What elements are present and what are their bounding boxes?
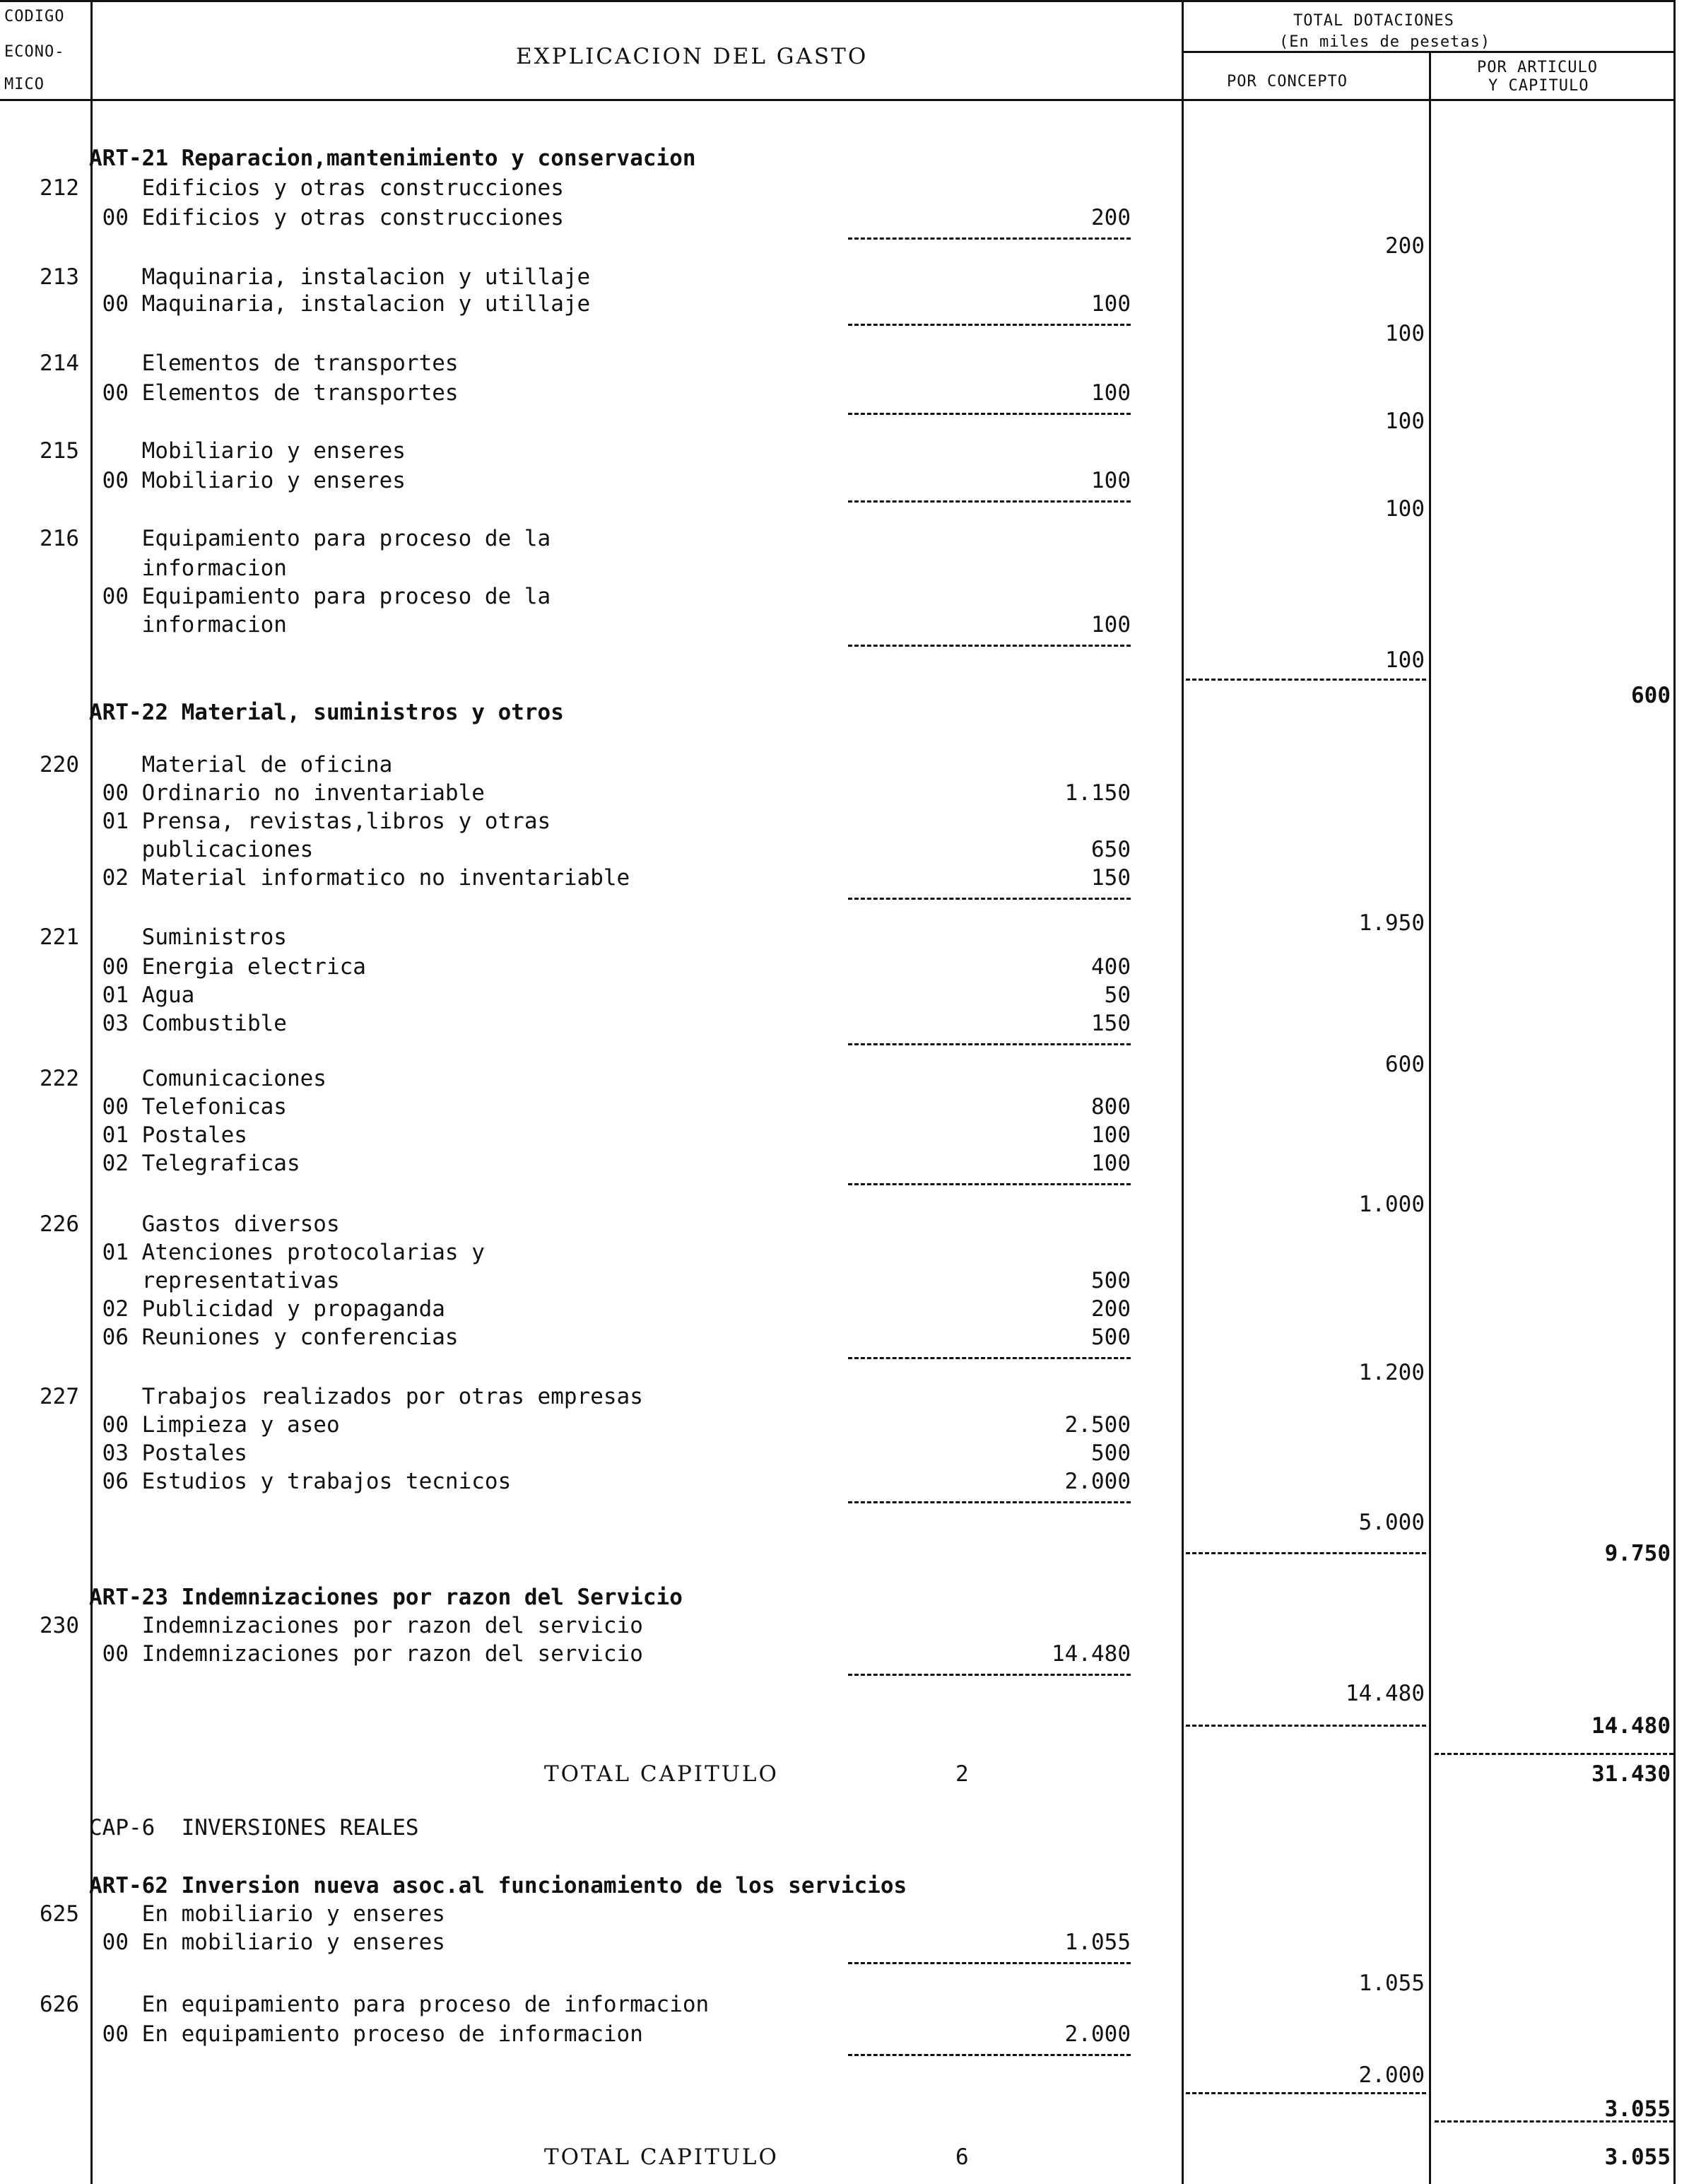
code-222: 222 xyxy=(40,1066,79,1091)
subtotal-dashes xyxy=(848,645,1131,647)
concept-description: Mobiliario y enseres xyxy=(89,438,406,464)
article-heading: ART-62 Inversion nueva asoc.al funcionamiento de los servicios xyxy=(89,1873,907,1898)
subconcept-amount: 14.480 xyxy=(1052,1641,1131,1667)
concept-description: Equipamiento para proceso de la xyxy=(89,526,551,551)
subconcept-amount: 400 xyxy=(1091,954,1131,980)
concept-description: 00 Maquinaria, instalacion y utillaje xyxy=(89,291,591,317)
code-221: 221 xyxy=(40,924,79,950)
concepto-column-rule xyxy=(1429,52,1431,2184)
subconcept-amount: 100 xyxy=(1091,1122,1131,1148)
code-column-rule xyxy=(90,0,93,2184)
subconcept-amount: 650 xyxy=(1091,837,1131,862)
subconcept-amount: 150 xyxy=(1091,1011,1131,1036)
concept-description: 01 Postales xyxy=(89,1122,247,1148)
subconcept-amount: 200 xyxy=(1091,205,1131,230)
subconcept-amount: 2.000 xyxy=(1064,2021,1131,2047)
por-concepto-total: 600 xyxy=(1385,1052,1425,1077)
subtotal-dashes xyxy=(848,413,1131,415)
total-capitulo-label: TOTAL CAPITULO xyxy=(544,2144,779,2170)
concept-description: Suministros xyxy=(89,924,287,950)
concept-description: 00 Mobiliario y enseres xyxy=(89,468,406,493)
units-header: (En miles de pesetas) xyxy=(1279,33,1491,51)
concept-description: 01 Atenciones protocolarias y xyxy=(89,1240,485,1265)
code-625: 625 xyxy=(40,1901,79,1927)
por-concepto-total: 100 xyxy=(1385,647,1425,673)
concept-description: 00 Energia electrica xyxy=(89,954,366,980)
subconcept-amount: 800 xyxy=(1091,1094,1131,1120)
total-separator-dashes xyxy=(1186,1552,1426,1554)
subconcept-amount: 500 xyxy=(1091,1325,1131,1350)
subconcept-amount: 2.000 xyxy=(1064,1469,1131,1494)
concept-description: 00 Equipamiento para proceso de la xyxy=(89,584,551,609)
por-articulo-header-2: Y CAPITULO xyxy=(1488,77,1589,95)
total-separator-dashes xyxy=(1435,2120,1673,2123)
concept-description: representativas xyxy=(89,1268,340,1293)
total-separator-dashes xyxy=(1186,679,1426,681)
subconcept-amount: 1.150 xyxy=(1064,780,1131,806)
totals-divider-rule xyxy=(1182,51,1675,53)
concept-description: Material de oficina xyxy=(89,752,393,777)
total-separator-dashes xyxy=(1186,2092,1426,2094)
por-articulo-header-1: POR ARTICULO xyxy=(1477,59,1598,76)
code-626: 626 xyxy=(40,1992,79,2017)
article-heading: ART-21 Reparacion,mantenimiento y conservacion xyxy=(89,146,696,171)
por-concepto-total: 14.480 xyxy=(1346,1681,1425,1706)
code-header-1: CODIGO xyxy=(4,8,65,25)
concept-description: Trabajos realizados por otras empresas xyxy=(89,1384,643,1409)
por-concepto-total: 100 xyxy=(1385,321,1425,346)
subtotal-dashes xyxy=(848,1674,1131,1676)
code-230: 230 xyxy=(40,1613,79,1638)
subconcept-amount: 100 xyxy=(1091,291,1131,317)
concept-description: 00 En equipamiento proceso de informacion xyxy=(89,2021,643,2047)
subconcept-amount: 100 xyxy=(1091,380,1131,406)
concept-description: 02 Publicidad y propaganda xyxy=(89,1296,445,1322)
por-concepto-total: 1.200 xyxy=(1358,1360,1425,1385)
concept-description: 00 Edificios y otras construcciones xyxy=(89,205,564,230)
code-216: 216 xyxy=(40,526,79,551)
code-213: 213 xyxy=(40,264,79,290)
por-articulo-total: 3.055 xyxy=(1604,2144,1671,2170)
por-articulo-total: 600 xyxy=(1631,683,1671,708)
por-concepto-total: 100 xyxy=(1385,496,1425,522)
concept-description: informacion xyxy=(89,556,287,581)
subtotal-dashes xyxy=(848,1357,1131,1359)
code-214: 214 xyxy=(40,351,79,376)
subconcept-amount: 150 xyxy=(1091,865,1131,891)
concept-description: 00 Limpieza y aseo xyxy=(89,1412,340,1438)
code-212: 212 xyxy=(40,175,79,201)
total-separator-dashes xyxy=(1435,1753,1673,1755)
concept-description: 00 En mobiliario y enseres xyxy=(89,1930,445,1955)
explanation-header: EXPLICACION DEL GASTO xyxy=(516,44,869,69)
right-border-rule xyxy=(1673,0,1676,2184)
code-header-2: ECONO- xyxy=(4,43,65,61)
concept-description: publicaciones xyxy=(89,837,314,862)
por-concepto-total: 1.950 xyxy=(1358,910,1425,936)
code-215: 215 xyxy=(40,438,79,464)
por-concepto-total: 200 xyxy=(1385,233,1425,259)
code-220: 220 xyxy=(40,752,79,777)
subtotal-dashes xyxy=(848,237,1131,240)
subtotal-dashes xyxy=(848,2054,1131,2056)
por-articulo-total: 9.750 xyxy=(1604,1541,1671,1566)
concept-description: 01 Agua xyxy=(89,982,195,1008)
subconcept-amount: 500 xyxy=(1091,1268,1131,1293)
total-capitulo-number: 6 xyxy=(955,2144,969,2170)
concept-description: Edificios y otras construcciones xyxy=(89,175,564,201)
por-articulo-total: 31.430 xyxy=(1591,1761,1671,1787)
por-concepto-total: 1.055 xyxy=(1358,1971,1425,1996)
por-concepto-total: 100 xyxy=(1385,409,1425,434)
concept-description: 02 Material informatico no inventariable xyxy=(89,865,630,891)
concept-description: Maquinaria, instalacion y utillaje xyxy=(89,264,591,290)
subconcept-amount: 50 xyxy=(1104,982,1131,1008)
concept-description: Elementos de transportes xyxy=(89,351,459,376)
total-capitulo-number: 2 xyxy=(955,1761,969,1787)
por-articulo-total: 14.480 xyxy=(1591,1713,1671,1739)
subconcept-amount: 100 xyxy=(1091,612,1131,638)
concept-description: En mobiliario y enseres xyxy=(89,1901,445,1927)
subtotal-dashes xyxy=(848,1962,1131,1964)
por-concepto-total: 2.000 xyxy=(1358,2062,1425,2088)
totals-header: TOTAL DOTACIONES xyxy=(1293,12,1454,30)
header-bottom-rule xyxy=(0,99,1675,101)
por-articulo-total: 3.055 xyxy=(1604,2096,1671,2122)
code-227: 227 xyxy=(40,1384,79,1409)
por-concepto-total: 1.000 xyxy=(1358,1192,1425,1217)
concept-description: 00 Elementos de transportes xyxy=(89,380,459,406)
subconcept-amount: 100 xyxy=(1091,468,1131,493)
concept-description: 02 Telegraficas xyxy=(89,1151,300,1176)
subconcept-amount: 500 xyxy=(1091,1440,1131,1466)
article-heading: ART-22 Material, suministros y otros xyxy=(89,700,564,725)
concept-description: Indemnizaciones por razon del servicio xyxy=(89,1613,643,1638)
concept-description: En equipamiento para proceso de informacion xyxy=(89,1992,710,2017)
article-heading: CAP-6 INVERSIONES REALES xyxy=(89,1815,419,1840)
subconcept-amount: 100 xyxy=(1091,1151,1131,1176)
subtotal-dashes xyxy=(848,898,1131,900)
concept-description: Comunicaciones xyxy=(89,1066,326,1091)
subtotal-dashes xyxy=(848,1183,1131,1185)
subtotal-dashes xyxy=(848,1043,1131,1045)
article-heading: ART-23 Indemnizaciones por razon del Servicio xyxy=(89,1585,683,1610)
concept-description: 00 Telefonicas xyxy=(89,1094,287,1120)
concept-description: 06 Reuniones y conferencias xyxy=(89,1325,459,1350)
concept-description: 03 Combustible xyxy=(89,1011,287,1036)
subtotal-dashes xyxy=(848,500,1131,503)
code-header-3: MICO xyxy=(4,76,45,93)
subconcept-amount: 2.500 xyxy=(1064,1412,1131,1438)
explanation-column-rule xyxy=(1182,0,1184,2184)
concept-description: 01 Prensa, revistas,libros y otras xyxy=(89,809,551,834)
concept-description: 03 Postales xyxy=(89,1440,247,1466)
por-concepto-total: 5.000 xyxy=(1358,1510,1425,1535)
por-concepto-header: POR CONCEPTO xyxy=(1227,73,1348,90)
subtotal-dashes xyxy=(848,324,1131,326)
concept-description: 00 Ordinario no inventariable xyxy=(89,780,485,806)
concept-description: Gastos diversos xyxy=(89,1211,340,1237)
code-226: 226 xyxy=(40,1211,79,1237)
concept-description: 06 Estudios y trabajos tecnicos xyxy=(89,1469,512,1494)
subtotal-dashes xyxy=(848,1501,1131,1503)
total-capitulo-label: TOTAL CAPITULO xyxy=(544,1761,779,1787)
subconcept-amount: 1.055 xyxy=(1064,1930,1131,1955)
concept-description: 00 Indemnizaciones por razon del servicio xyxy=(89,1641,643,1667)
subconcept-amount: 200 xyxy=(1091,1296,1131,1322)
concept-description: informacion xyxy=(89,612,287,638)
total-separator-dashes xyxy=(1186,1725,1426,1727)
header-top-rule xyxy=(0,0,1675,2)
